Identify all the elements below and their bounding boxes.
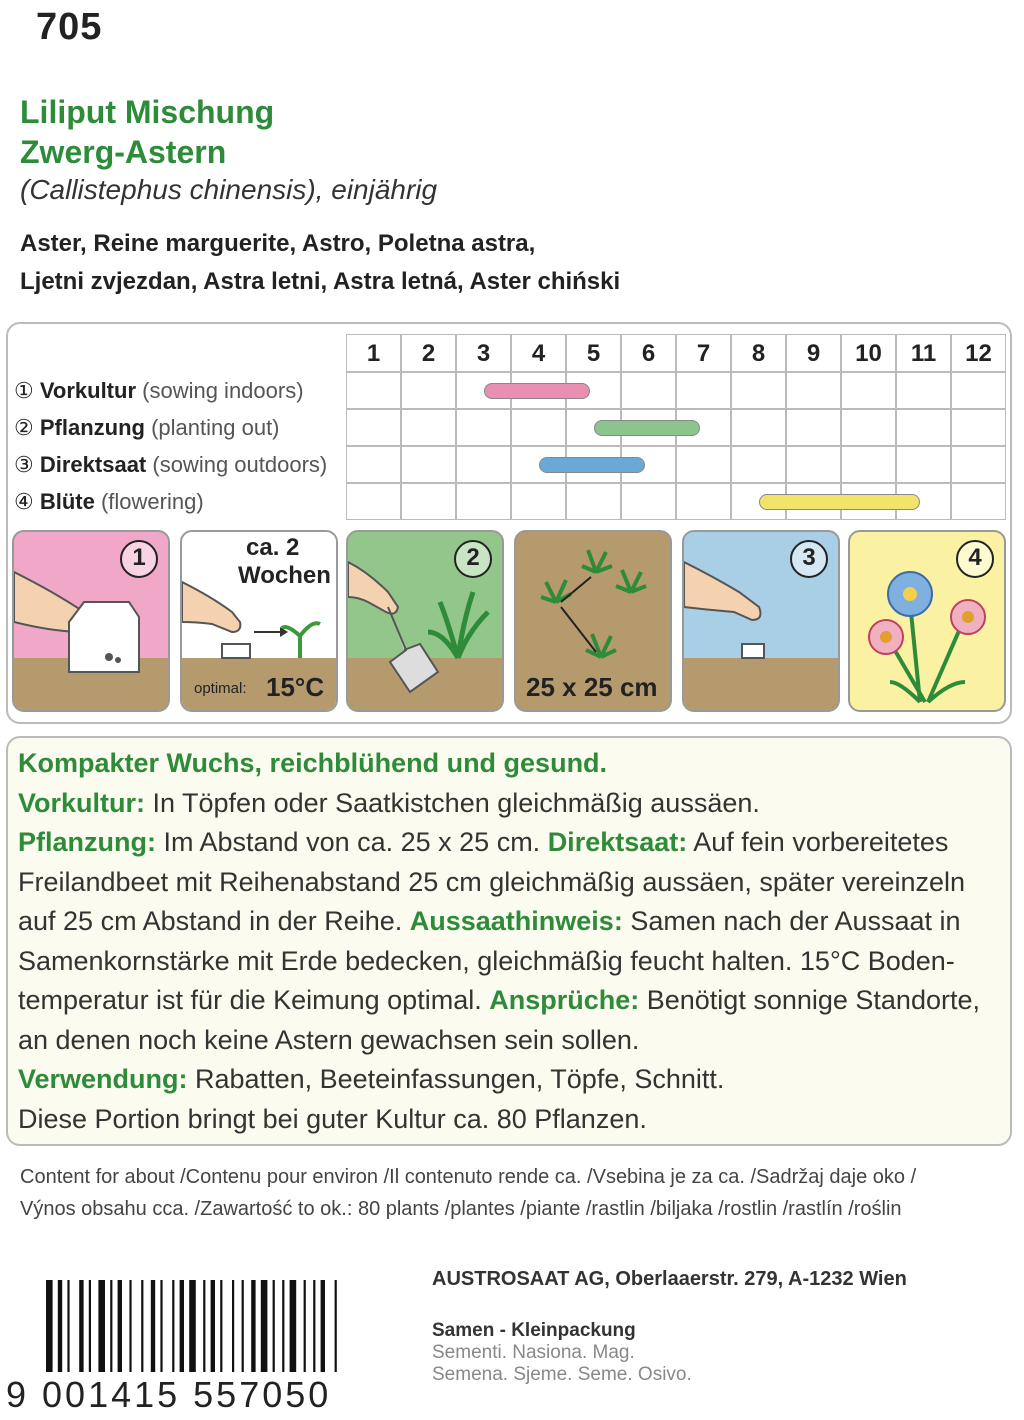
pack-type-translations-1: Sementi. Nasiona. Mag. — [432, 1342, 635, 1363]
verwendung-text: Rabatten, Beeteinfassungen, Töpfe, Schnitt. — [187, 1064, 725, 1094]
period-bar — [539, 457, 645, 473]
calendar-cell — [456, 446, 511, 483]
description-text — [18, 744, 1008, 1139]
row-label-en: (sowing outdoors) — [152, 452, 328, 477]
row-label-de: Direktsaat — [39, 452, 147, 477]
headline: Kompakter Wuchs, reichblühend und gesund. — [18, 748, 608, 778]
month-header: 4 — [511, 334, 566, 372]
month-header: 2 — [401, 334, 456, 372]
month-header: 5 — [566, 334, 621, 372]
calendar-cell — [731, 446, 786, 483]
step-number-badge: 2 — [454, 540, 492, 578]
barcode-bars-icon — [6, 1280, 406, 1380]
calendar-cell — [566, 483, 621, 520]
pack-type-translations-2: Semena. Sjeme. Seme. Osivo. — [432, 1364, 692, 1385]
row-mark: ① — [14, 378, 34, 403]
row-label-de: Blüte — [39, 489, 95, 514]
common-names-line-1: Aster, Reine marguerite, Astro, Poletna astra, — [20, 230, 536, 257]
month-header: 3 — [456, 334, 511, 372]
tile-flowering — [848, 530, 1006, 712]
product-subtitle: Zwerg-Astern — [20, 134, 227, 170]
pflanzung-label: Pflanzung: — [18, 827, 156, 857]
calendar-cell — [951, 409, 1006, 446]
optimal-temperature: 15°C — [266, 672, 325, 702]
germination-weeks-1: ca. 2 — [246, 534, 300, 561]
calendar-cell — [346, 372, 401, 409]
row-label-en: (planting out) — [151, 415, 280, 440]
calendar-cell — [731, 409, 786, 446]
tile-sowing-indoors — [12, 530, 170, 712]
calendar-row-label — [14, 446, 327, 483]
aster-flowers-icon — [850, 532, 1006, 712]
company-address: AUSTROSAAT AG, Oberlaaerstr. 279, A-1232 Wien — [432, 1268, 907, 1290]
trowel-planting-icon — [348, 532, 504, 712]
calendar-cell — [456, 409, 511, 446]
calendar-cell — [621, 483, 676, 520]
month-header: 1 — [346, 334, 401, 372]
row-mark: ④ — [14, 489, 34, 514]
calendar-cell — [896, 372, 951, 409]
calendar-cell — [786, 446, 841, 483]
barcode — [6, 1280, 406, 1415]
aussaat-text: Samen nach der Aussaat in Samenkornstärke mit Erde bedecken, gleichmäßig feucht halten. 15°C Boden-temperatur ist für die Keimung optimal. — [18, 906, 961, 1015]
optimal-label: optimal: — [194, 680, 247, 697]
portion-text: Diese Portion bringt bei guter Kultur ca. 80 Pflanzen. — [18, 1103, 647, 1134]
calendar-cell — [951, 446, 1006, 483]
calendar-cell — [676, 483, 731, 520]
calendar-cell — [401, 483, 456, 520]
barcode-digits: 9 001415 557050 — [6, 1374, 332, 1415]
vorkultur-text: In Töpfen oder Saatkistchen gleichmäßig aussäen. — [145, 787, 760, 818]
month-header: 12 — [951, 334, 1006, 372]
germination-weeks-2: Wochen — [238, 562, 331, 589]
product-code: 705 — [36, 6, 103, 48]
month-header: 9 — [786, 334, 841, 372]
verwendung-label: Verwendung: — [18, 1064, 188, 1094]
calendar-cell — [346, 409, 401, 446]
calendar-cell — [511, 409, 566, 446]
month-header: 10 — [841, 334, 896, 372]
aussaat-label: Aussaathinweis: — [409, 906, 623, 936]
calendar-cell — [511, 483, 566, 520]
row-mark: ② — [14, 415, 34, 440]
calendar-cell — [786, 372, 841, 409]
period-bar — [594, 420, 700, 436]
calendar-cell — [731, 372, 786, 409]
calendar-cell — [346, 483, 401, 520]
month-header: 6 — [621, 334, 676, 372]
tile-planting-out — [346, 530, 504, 712]
spacing-label: 25 x 25 cm — [526, 672, 658, 702]
step-number-badge: 4 — [956, 540, 994, 578]
pack-type: Samen - Kleinpackung — [432, 1320, 636, 1341]
content-info-line-1: Content for about /Contenu pour environ /Il contenuto rende ca. /Vsebina je za ca. /Sadržaj daje oko / — [20, 1166, 917, 1188]
calendar-row-label — [14, 409, 280, 446]
calendar-cell — [841, 446, 896, 483]
row-label-de: Pflanzung — [39, 415, 145, 440]
row-label-en: (flowering) — [100, 489, 204, 514]
direktsaat-label: Direktsaat: — [547, 827, 688, 857]
row-mark: ③ — [14, 452, 34, 477]
calendar-cell — [786, 409, 841, 446]
month-header: 7 — [676, 334, 731, 372]
period-bar — [759, 494, 920, 510]
tile-sowing-outdoors — [682, 530, 840, 712]
calendar-row-label — [14, 483, 204, 520]
calendar-cell — [896, 409, 951, 446]
month-header: 11 — [896, 334, 951, 372]
calendar-cell — [676, 372, 731, 409]
calendar-cell — [676, 446, 731, 483]
calendar-cell — [951, 483, 1006, 520]
common-names-line-2: Ljetni zvjezdan, Astra letni, Astra letná, Aster chiński — [20, 268, 621, 295]
hand-sowing-outdoors-icon — [684, 532, 840, 712]
step-number-badge: 1 — [120, 540, 158, 578]
direktsaat-text: Auf fein vorbereitetes Freilandbeet mit Reihenabstand 25 cm gleichmäßig aussäen, später vereinzeln auf 25 cm Abstand in der Reihe. — [18, 827, 966, 936]
calendar-cell — [841, 372, 896, 409]
calendar-row-label — [14, 372, 304, 409]
sowing-calendar — [14, 334, 1010, 520]
calendar-cell — [346, 446, 401, 483]
calendar-cell — [841, 409, 896, 446]
content-info-line-2: Výnos obsahu cca. /Zawartość to ok.: 80 plants /plantes /piante /rastlin /biljaka /rostlin /rastlín /roślin — [20, 1198, 902, 1220]
month-header: 8 — [731, 334, 786, 372]
calendar-cell — [401, 409, 456, 446]
calendar-cell — [621, 372, 676, 409]
calendar-cell — [951, 372, 1006, 409]
period-bar — [484, 383, 590, 399]
calendar-cell — [896, 446, 951, 483]
calendar-cell — [401, 446, 456, 483]
vorkultur-label: Vorkultur: — [18, 787, 145, 818]
tile-germination — [180, 530, 338, 712]
ansprueche-text: Benötigt sonnige Standorte, an denen noch keine Astern gewachsen sein sollen. — [18, 985, 980, 1055]
step-number-badge: 3 — [790, 540, 828, 578]
pflanzung-text: Im Abstand von ca. 25 x 25 cm. — [155, 827, 548, 857]
ansprueche-label: Ansprüche: — [489, 985, 640, 1015]
row-label-en: (sowing indoors) — [142, 378, 304, 403]
tile-spacing — [514, 530, 672, 712]
hand-sowing-pot-icon — [14, 532, 170, 712]
calendar-cell — [456, 483, 511, 520]
calendar-cell — [401, 372, 456, 409]
latin-name: (Callistephus chinensis), einjährig — [20, 174, 438, 205]
product-title: Liliput Mischung — [20, 94, 275, 130]
row-label-de: Vorkultur — [39, 378, 137, 403]
